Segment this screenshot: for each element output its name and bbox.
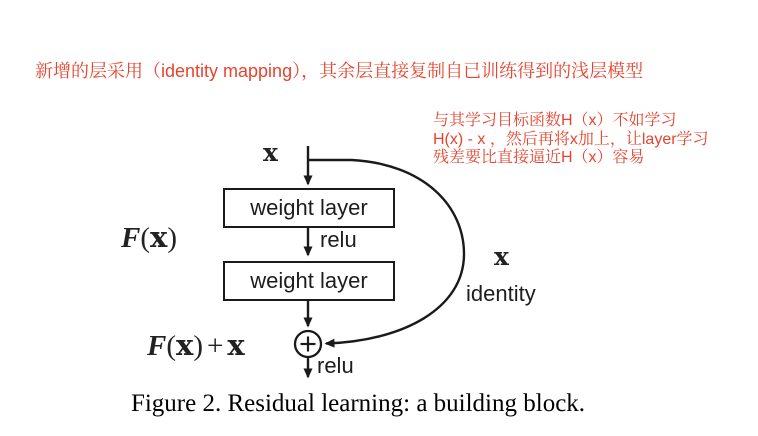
annotation-side-line-3: 残差要比直接逼近H（x）容易 <box>433 149 645 166</box>
relu-out-label: relu <box>317 353 354 378</box>
input-x-label: x <box>263 138 278 167</box>
math-x: x <box>176 328 194 362</box>
annotation-top-note: 新增的层采用（identity mapping），其余层直接复制自已训练得到的浅层模型 <box>35 61 644 81</box>
close-paren: ) <box>193 330 203 362</box>
weight-layer-1-box <box>223 188 395 228</box>
close-paren: ) <box>167 222 177 254</box>
identity-x-label: x <box>494 242 509 271</box>
relu-mid-label: relu <box>320 227 357 252</box>
weight-layer-1-label: weight layer <box>250 195 368 220</box>
script-f-glyph: F <box>147 330 167 362</box>
annotation-side-line-2: H(x) - x ，然后再将x加上，让layer学习 <box>433 130 709 148</box>
weight-layer-2-box <box>223 261 395 301</box>
open-paren: ( <box>166 330 177 362</box>
math-x: x <box>227 328 245 362</box>
identity-label: identity <box>466 281 536 306</box>
script-f-glyph: F <box>121 222 141 254</box>
residual-function-label <box>121 219 177 256</box>
weight-layer-2-label: weight layer <box>250 268 368 293</box>
figure-caption: Figure 2. Residual learning: a building block. <box>130 390 586 417</box>
math-x: x <box>150 220 168 254</box>
open-paren: ( <box>140 222 151 254</box>
output-sum-label <box>147 327 245 364</box>
annotation-side-line-1: 与其学习目标函数H（x）不如学习 <box>433 112 677 129</box>
plus-glyph: + <box>206 330 224 362</box>
